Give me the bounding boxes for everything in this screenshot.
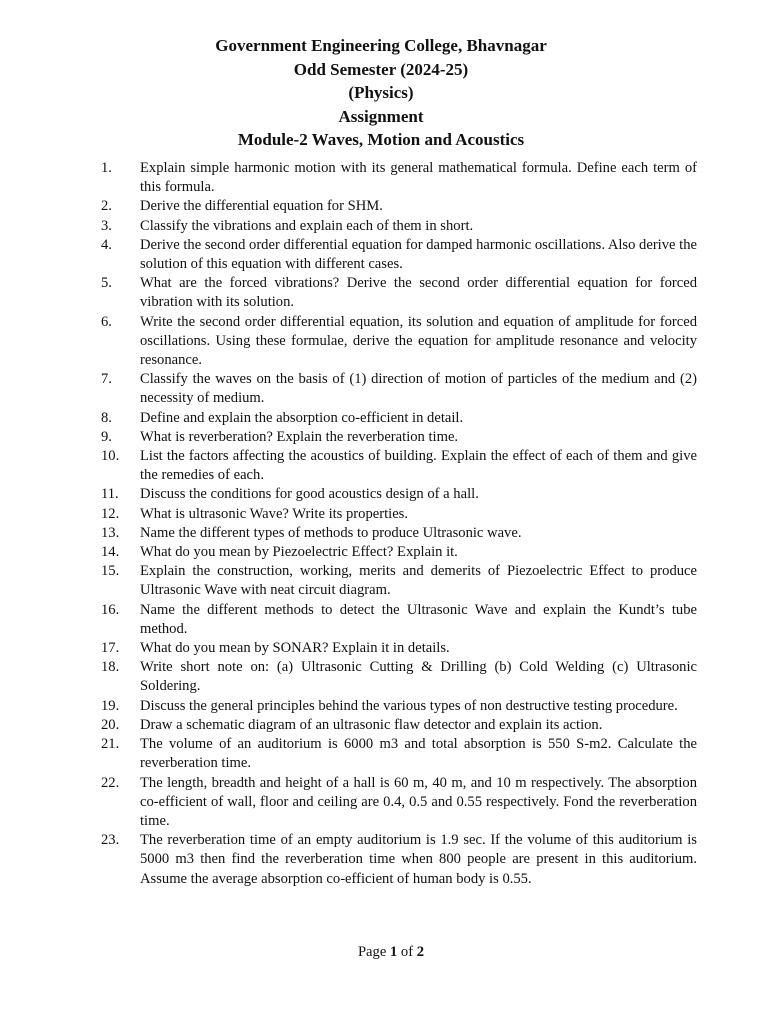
question-item xyxy=(0,524,768,543)
question-number: 23. xyxy=(101,832,120,849)
question-number: 14. xyxy=(101,544,120,561)
question-text: The reverberation time of an empty auditorium is 1.9 sec. If the volume of this auditorium is 5000 m3 then find the reverberation time when 800 people are present in this auditorium. Assume the average absorption co-efficient of human body is 0.55. xyxy=(140,832,697,887)
question-text: Classify the waves on the basis of (1) direction of motion of particles of the medium and (2) necessity of medium. xyxy=(140,371,697,407)
question-item xyxy=(0,697,768,716)
semester-label: Odd Semester (2024-25) xyxy=(293,59,469,79)
question-text: Name the different methods to detect the Ultrasonic Wave and explain the Kundt’s tube method. xyxy=(140,601,697,637)
question-item xyxy=(0,409,768,428)
question-text: What is ultrasonic Wave? Write its properties. xyxy=(140,505,409,522)
question-text: Derive the second order differential equation for damped harmonic oscillations. Also derive the solution of this equation with different cases. xyxy=(140,236,697,273)
question-number: 7. xyxy=(101,371,112,388)
question-number: 17. xyxy=(101,640,120,657)
question-number: 6. xyxy=(101,313,112,330)
question-item xyxy=(0,197,768,216)
question-number: 15. xyxy=(101,563,120,580)
question-text: Write short note on: (a) Ultrasonic Cutting & Drilling (b) Cold Welding (c) Ultrasonic Soldering. xyxy=(140,659,697,695)
question-number: 11. xyxy=(101,486,119,503)
question-text: Name the different types of methods to produce Ultrasonic wave. xyxy=(140,524,522,541)
question-item xyxy=(0,159,768,197)
question-text: The length, breadth and height of a hall is 60 m, 40 m, and 10 m respectively. The absorption co-efficient of wall, floor and ceiling are 0.4, 0.5 and 0.55 respectively. Fond the reverberation time. xyxy=(140,774,697,829)
question-number: 9. xyxy=(101,428,112,445)
question-text: Classify the vibrations and explain each of them in short. xyxy=(140,217,474,234)
question-list xyxy=(0,159,768,889)
question-text: Explain simple harmonic motion with its general mathematical formula. Define each term of this formula. xyxy=(140,160,697,196)
question-number: 21. xyxy=(101,736,120,753)
question-text: Write the second order differential equation, its solution and equation of amplitude for forced oscillations. Using these formulae, derive the equation for amplitude resonance and velocity resonance. xyxy=(140,313,697,369)
question-number: 16. xyxy=(101,601,120,618)
question-item xyxy=(0,562,768,600)
question-number: 3. xyxy=(101,217,112,234)
question-number: 10. xyxy=(101,448,120,465)
question-item xyxy=(0,735,768,773)
question-text: List the factors affecting the acoustics of building. Explain the effect of each of them and give the remedies of each. xyxy=(140,448,697,484)
question-text: Discuss the general principles behind the various types of non destructive testing procedure. xyxy=(140,697,678,714)
question-item xyxy=(0,831,768,889)
question-item xyxy=(0,658,768,696)
current-page: 1 xyxy=(389,944,398,960)
question-item xyxy=(0,505,768,524)
question-text: Explain the construction, working, merits and demerits of Piezoelectric Effect to produce Ultrasonic Wave with neat circuit diagram. xyxy=(140,563,697,599)
question-number: 20. xyxy=(101,716,120,733)
question-item xyxy=(0,236,768,274)
question-number: 5. xyxy=(101,275,112,292)
question-item xyxy=(0,428,768,447)
question-number: 1. xyxy=(101,160,112,176)
question-number: 4. xyxy=(101,236,112,253)
total-pages: 2 xyxy=(416,944,425,960)
question-number: 19. xyxy=(101,697,120,714)
question-item xyxy=(0,447,768,485)
question-text: Derive the differential equation for SHM. xyxy=(140,198,383,215)
question-number: 12. xyxy=(101,505,120,522)
college-name: Government Engineering College, Bhavnagar xyxy=(215,36,547,55)
question-text: Discuss the conditions for good acoustics design of a hall. xyxy=(140,486,479,503)
question-item xyxy=(0,313,768,371)
question-text: What do you mean by Piezoelectric Effect? Explain it. xyxy=(140,544,458,561)
question-text: What is reverberation? Explain the reverberation time. xyxy=(140,428,459,445)
question-number: 22. xyxy=(101,774,120,791)
of-word: of xyxy=(400,944,414,960)
document-header xyxy=(0,34,768,152)
question-number: 8. xyxy=(101,409,112,426)
question-item xyxy=(0,716,768,735)
question-item xyxy=(0,217,768,236)
question-text: Draw a schematic diagram of an ultrasonic flaw detector and explain its action. xyxy=(140,716,603,733)
document-type: Assignment xyxy=(338,106,424,126)
module-title: Module-2 Waves, Motion and Acoustics xyxy=(237,130,525,149)
page-footer xyxy=(0,944,768,961)
question-item xyxy=(0,485,768,504)
page-number xyxy=(358,944,424,960)
question-text: Define and explain the absorption co-efficient in detail. xyxy=(140,409,464,426)
page-word: Page xyxy=(357,944,387,960)
question-text: The volume of an auditorium is 6000 m3 and total absorption is 550 S-m2. Calculate the reverberation time. xyxy=(140,736,697,772)
question-number: 18. xyxy=(101,659,120,676)
question-item xyxy=(0,774,768,832)
question-item xyxy=(0,543,768,562)
question-item xyxy=(0,601,768,639)
question-item xyxy=(0,639,768,658)
subject-label: (Physics) xyxy=(348,83,414,102)
question-text: What are the forced vibrations? Derive the second order differential equation for forced vibration with its solution. xyxy=(140,275,697,311)
question-item xyxy=(0,274,768,312)
question-number: 13. xyxy=(101,524,120,541)
question-text: What do you mean by SONAR? Explain it in details. xyxy=(140,640,450,657)
question-number: 2. xyxy=(101,198,112,215)
question-item xyxy=(0,370,768,408)
